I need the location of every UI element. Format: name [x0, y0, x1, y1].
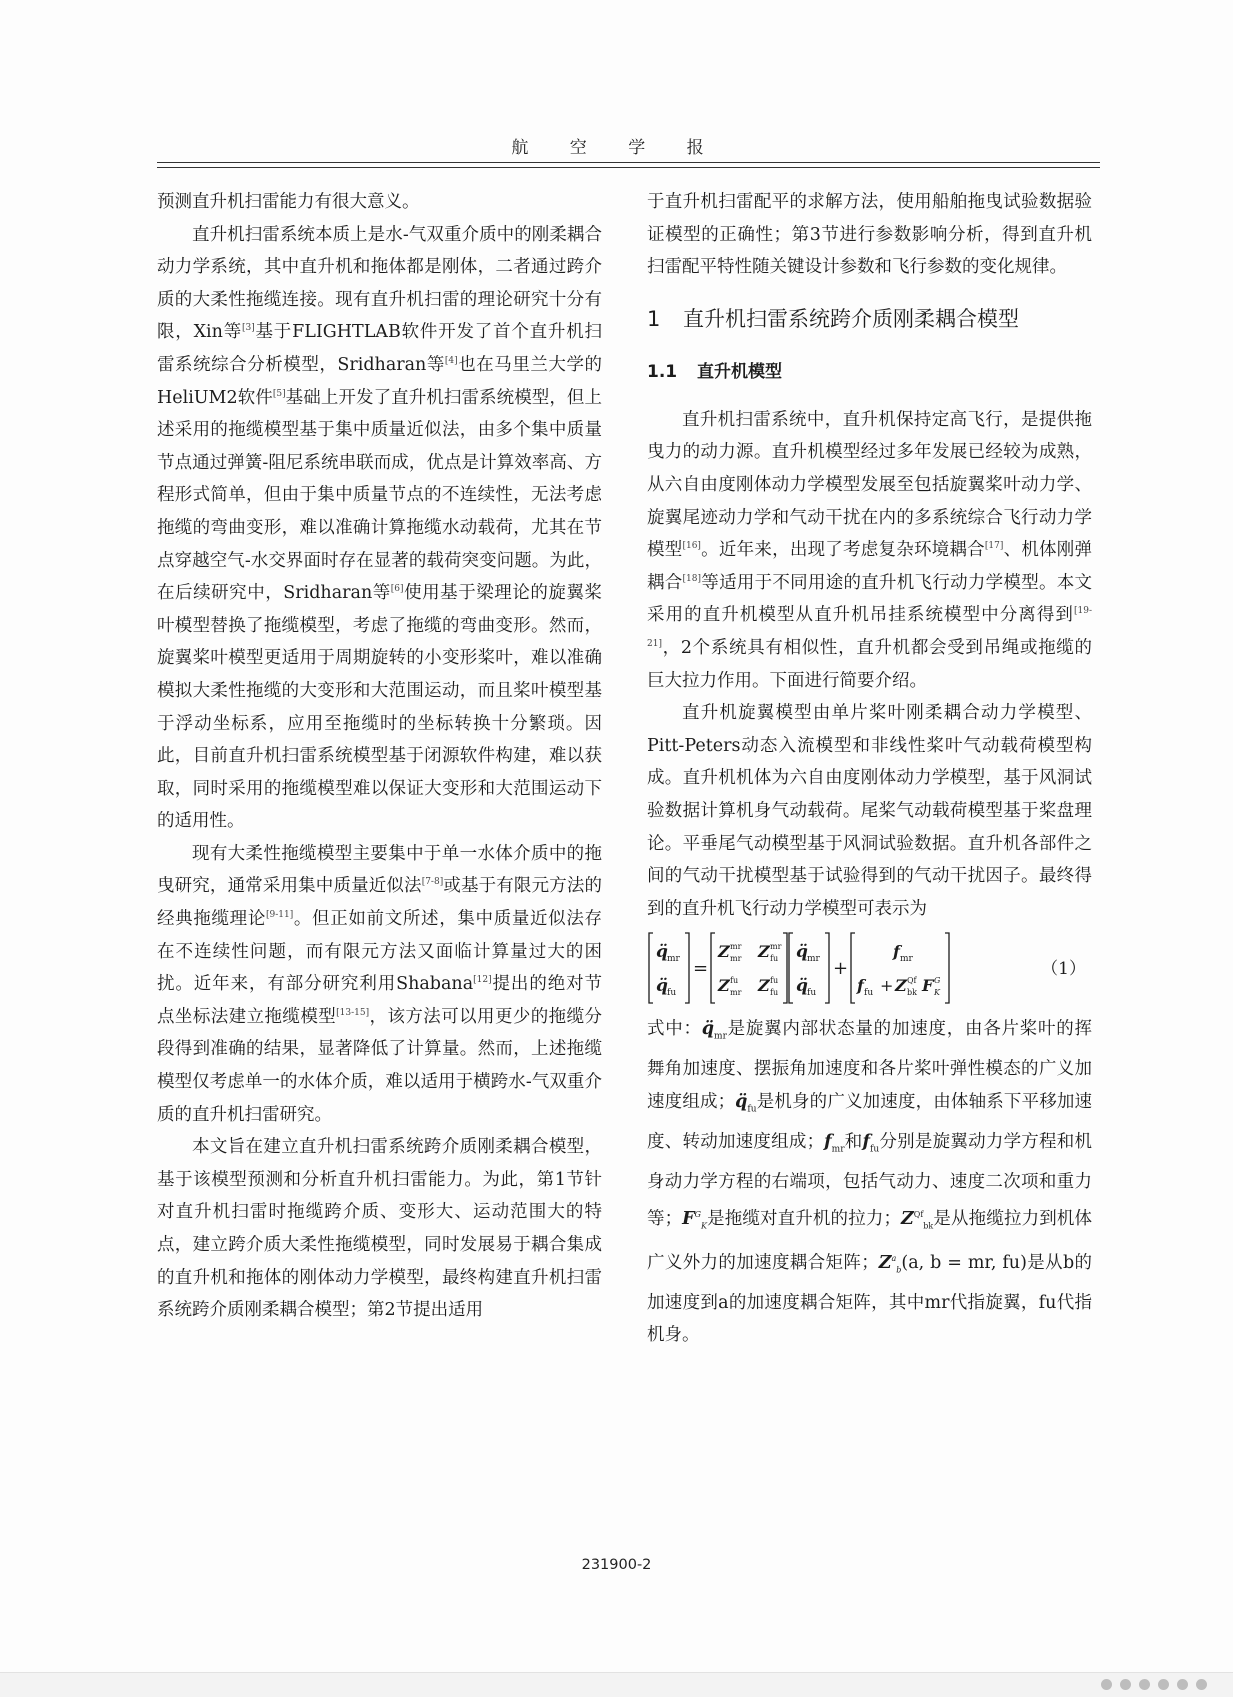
right-paragraph-2	[647, 404, 1092, 697]
eq-sub: mr	[730, 954, 742, 964]
left-paragraph-3	[157, 838, 602, 1131]
citation-ref: [3]	[241, 323, 255, 334]
symbol-sub: fu	[747, 1104, 757, 1115]
text: 、机体刚弹耦合	[647, 540, 1093, 593]
bracket-q2-open	[789, 933, 793, 1003]
right-paragraph-4	[647, 1013, 1092, 1352]
section-heading-1	[647, 301, 1092, 337]
symbol-sup: a	[891, 1253, 897, 1263]
text: 也在马里兰大学的HeliUM2软件	[157, 354, 602, 408]
eq-sub: K	[934, 988, 940, 998]
symbol: q̈	[735, 1091, 748, 1112]
text: 分别是旋翼动力学方程和机身动力学方程的右端项，包括气动力、速度二次项和重力等；	[647, 1132, 1093, 1229]
right-paragraph-3	[647, 697, 1092, 925]
symbol-sup: Qf	[913, 1209, 924, 1219]
symbol-sup: G	[694, 1209, 701, 1219]
eq-sup: fu	[730, 976, 739, 986]
subsection-heading-1-1	[647, 352, 1092, 392]
symbol: Z	[878, 1252, 892, 1273]
text: 或基于有限元方法的经典拖缆理论	[157, 876, 603, 930]
page-dot[interactable]	[1120, 1679, 1131, 1690]
page-dot[interactable]	[1177, 1679, 1188, 1690]
eq-z12: Z	[758, 942, 770, 962]
text: 本文旨在建立直升机扫雷系统跨介质刚柔耦合模型，基于该模型预测和分析直升机扫雷能力。为此，第1节针对直升机扫雷时拖缆跨介质、变形大、运动范围大的特点，建立跨介质大柔性拖缆模型，同时发展易于耦合集成的直升机和拖体的刚体动力学模型，最终构建直升机扫雷系统跨介质刚柔耦合模型；第2节提出适用	[157, 1137, 602, 1321]
eq-sub: fu	[770, 954, 779, 964]
text: 使用基于梁理论的旋翼桨叶模型替换了拖缆模型，考虑了拖缆的弯曲变形。然而，旋翼桨叶模型更适用于周期旋转的小变形桨叶，难以准确模拟大柔性拖缆的大变形和大范围运动，而且桨叶模型基于浮动坐标系，应用至拖缆时的坐标转换十分繁琐。因此，目前直升机扫雷系统模型基于闭源软件构建，难以获取，同时采用的拖缆模型难以保证大变形和大范围运动下的适用性。	[157, 583, 602, 832]
citation-ref: [4]	[444, 356, 458, 367]
citation-ref: [6]	[390, 584, 404, 595]
bracket-z-open	[711, 933, 715, 1003]
left-paragraph-1	[157, 186, 602, 219]
bracket-q2-close	[825, 933, 829, 1003]
symbol-sub: fu	[870, 1144, 880, 1155]
page-number: 231900-2	[581, 1557, 652, 1573]
eq-sub: bk	[907, 988, 917, 998]
text: 现有大柔性拖缆模型主要集中于单一水体介质中的拖曳研究，通常采用集中质量近似法	[157, 843, 602, 897]
symbol: f	[862, 1132, 871, 1153]
eq-z22: Z	[758, 976, 770, 996]
text: 是从拖缆拉力到机体广义外力的加速度耦合矩阵；	[647, 1208, 1093, 1273]
eq-sub: mr	[807, 954, 820, 965]
bracket-f-close	[945, 933, 949, 1003]
eq-sub: fu	[770, 988, 779, 998]
eq-z21: Z	[718, 976, 730, 996]
journal-header-title: 航 空 学 报	[511, 138, 722, 158]
citation-ref: [13-15]	[336, 1008, 370, 1019]
eq-sup: mr	[730, 942, 742, 952]
page-indicator-dots	[1101, 1679, 1207, 1690]
subsection-title: 直升机模型	[697, 361, 782, 382]
eq-sub: fu	[864, 988, 874, 999]
text: 直升机扫雷系统本质上是水-气双重介质中的刚柔耦合动力学系统，其中直升机和拖体都是刚体，二者通过跨介质的大柔性拖缆连接。现有直升机扫雷的理论研究十分有限，Xin等	[157, 224, 602, 343]
symbol: f	[824, 1132, 832, 1153]
equation-1	[647, 927, 1092, 1009]
eq-plus-2: +	[880, 976, 894, 996]
text: 基于FLIGHTLAB软件开发了首个直升机扫雷系统综合分析模型，Sridharan等	[157, 322, 602, 375]
eq-z-bk: Z	[895, 976, 907, 996]
text: 直升机旋翼模型由单片桨叶刚柔耦合动力学模型、Pitt-Peters动态入流模型和非线性桨叶气动载荷模型构成。直升机机体为六自由度刚体动力学模型，基于风洞试验数据计算机身气动载荷。尾桨气动载荷模型基于桨盘理论。平垂尾气动模型基于风洞试验数据。直升机各部件之间的气动干扰模型基于试验得到的气动干扰因子。最终得到的直升机飞行动力学模型可表示为	[647, 703, 1092, 919]
text: 等适用于不同用途的直升机飞行动力学模型。本文采用的直升机模型从直升机吊挂系统模型中分离得到	[647, 572, 1093, 626]
text: 。近年来，出现了考虑复杂环境耦合	[700, 540, 985, 561]
symbol-sub: mr	[714, 1031, 727, 1042]
bracket-left-close	[685, 933, 689, 1003]
text: (a, b = mr, fu)是从b的加速度到a的加速度耦合矩阵，其中mr代指旋翼，fu代指机身。	[647, 1252, 1093, 1346]
citation-ref: [7-8]	[421, 877, 444, 888]
eq-sup: Qf	[907, 976, 917, 986]
eq-sub: mr	[900, 954, 913, 965]
text: 是机身的广义加速度，由体轴系下平移加速度、转动加速度组成；	[647, 1091, 1093, 1153]
text: ，该方法可以用更少的拖缆分段得到准确的结果，显著降低了计算量。然而，上述拖缆模型仅考虑单一的水体介质，难以适用于横跨水-气双重介质的直升机扫雷研究。	[157, 1006, 603, 1125]
text: 是旋翼内部状态量的加速度，由各片桨叶的挥舞角加速度、摆振角加速度和各片桨叶弹性模态的广义加速度组成；	[647, 1019, 1093, 1112]
text: 。但正如前文所述，集中质量近似法存在不连续性问题，而有限元方法又面临计算量过大的困扰。近年来，有部分研究利用Shabana	[157, 909, 603, 995]
symbol: F	[682, 1208, 695, 1229]
eq-sup: mr	[770, 942, 782, 952]
subsection-number: 1.1	[647, 361, 678, 382]
text: 式中：	[647, 1019, 702, 1040]
page-dot[interactable]	[1158, 1679, 1169, 1690]
section-number: 1	[647, 306, 661, 331]
eq-sub: mr	[667, 954, 680, 965]
eq-equals: =	[693, 958, 709, 980]
eq-q-mr: q̈	[656, 942, 668, 963]
text: 预测直升机扫雷能力有很大意义。	[157, 192, 420, 212]
text: 和	[844, 1132, 863, 1153]
citation-ref: [17]	[984, 541, 1004, 552]
symbol-sub: b	[896, 1265, 902, 1274]
eq-q2-fu: q̈	[796, 976, 808, 997]
left-column	[157, 186, 602, 1327]
citation-ref: [9-11]	[265, 910, 294, 921]
eq-f-mr: f	[893, 942, 900, 962]
bracket-f-open	[851, 933, 855, 1003]
text: ，2个系统具有相似性，直升机都会受到吊绳或拖缆的巨大拉力作用。下面进行简要介绍。	[647, 637, 1092, 691]
text: 于直升机扫雷配平的求解方法，使用船舶拖曳试验数据验证模型的正确性；第3节进行参数影响分析，得到直升机扫雷配平特性随关键设计参数和飞行参数的变化规律。	[647, 192, 1092, 278]
symbol-sub: K	[700, 1221, 707, 1231]
eq-sub: fu	[807, 988, 817, 999]
eq-z11: Z	[718, 942, 730, 962]
eq-f-fu: f	[857, 976, 864, 996]
citation-ref: [5]	[272, 388, 286, 399]
symbol-sub: mr	[831, 1144, 845, 1155]
text: 是拖缆对直升机的拉力；	[706, 1208, 901, 1229]
section-title: 直升机扫雷系统跨介质刚柔耦合模型	[683, 306, 1019, 331]
eq-sup: G	[934, 976, 941, 986]
eq-sub: mr	[730, 988, 742, 998]
text: 直升机扫雷系统中，直升机保持定高飞行，是提供拖曳力的动力源。直升机模型经过多年发展已经较为成熟，从六自由度刚体动力学模型发展至包括旋翼桨叶动力学、旋翼尾迹动力学和气动干扰在内的多系统综合飞行动力学模型	[647, 409, 1092, 561]
symbol: Z	[900, 1208, 914, 1229]
symbol-sub: bk	[923, 1221, 934, 1231]
eq-sub: fu	[667, 988, 677, 999]
eq-F-K: F	[922, 976, 934, 996]
eq-sup: fu	[770, 976, 779, 986]
left-paragraph-2	[157, 219, 602, 838]
right-column	[647, 186, 1092, 1352]
eq-q-fu: q̈	[656, 976, 668, 997]
left-paragraph-4	[157, 1131, 602, 1327]
symbol: q̈	[701, 1019, 715, 1040]
bracket-left-open	[649, 933, 653, 1003]
page-dot[interactable]	[1196, 1679, 1207, 1690]
citation-ref: [12]	[473, 975, 492, 986]
eq-plus: +	[833, 958, 849, 980]
citation-ref: [19-21]	[647, 606, 1092, 650]
citation-ref: [16]	[682, 541, 701, 552]
header-rule	[157, 162, 1100, 168]
text: 基础上开发了直升机扫雷系统模型，但上述采用的拖缆模型基于集中质量近似法，由多个集中质量节点通过弹簧-阻尼系统串联而成，优点是计算效率高、方程形式简单，但由于集中质量节点的不连续性，无法考虑拖缆的弯曲变形，难以准确计算拖缆水动载荷，尤其在节点穿越空气-水交界面时存在显著的载荷突变问题。为此，在后续研究中，Sridharan等	[157, 387, 603, 604]
equation-1-graphic	[647, 927, 1027, 1009]
bracket-z-close	[783, 933, 787, 1003]
eq-q2-mr: q̈	[796, 942, 808, 963]
text: 提出的绝对节点坐标法建立拖缆模型	[157, 974, 602, 1027]
equation-number: （1）	[1041, 959, 1086, 980]
right-paragraph-1	[647, 186, 1092, 284]
citation-ref: [18]	[682, 573, 702, 584]
viewer-bottom-bar	[0, 1672, 1233, 1697]
page-dot[interactable]	[1139, 1679, 1150, 1690]
page-dot[interactable]	[1101, 1679, 1112, 1690]
